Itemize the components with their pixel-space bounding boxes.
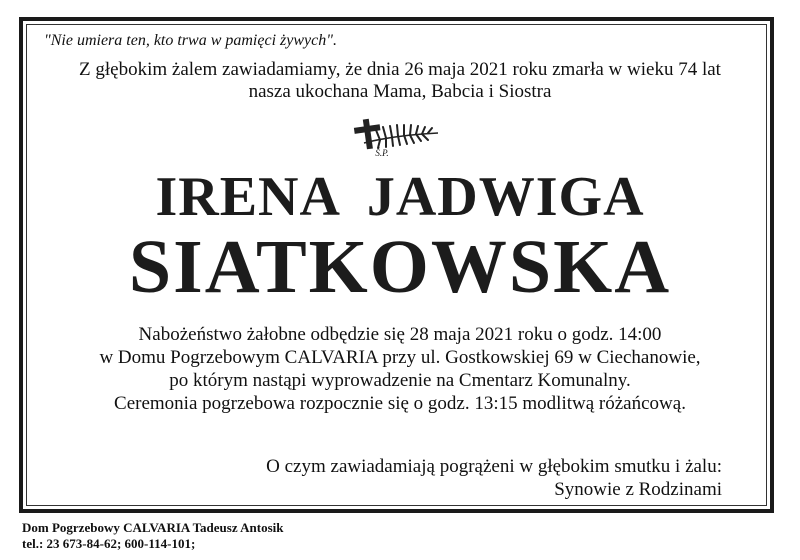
emblem-caption: Ś.P. xyxy=(375,148,389,158)
funeral-home-name: Dom Pogrzebowy CALVARIA Tadeusz Antosik xyxy=(22,520,284,535)
deceased-first-names: IRENA JADWIGA xyxy=(155,166,645,228)
announcement-line-2: nasza ukochana Mama, Babcia i Siostra xyxy=(248,81,552,102)
funeral-home-phones: tel.: 23 673-84-62; 600-114-101; xyxy=(22,536,196,551)
funeral-service-details xyxy=(50,323,750,415)
funeral-home-footer xyxy=(22,520,284,552)
service-line-3: po którym nastąpi wyprowadzenie na Cmentarz Komunalny. xyxy=(169,370,631,391)
death-announcement xyxy=(50,59,750,103)
service-line-2: w Domu Pogrzebowym CALVARIA przy ul. Gostkowskiej 69 w Ciechanowie, xyxy=(99,347,701,368)
closing-signature xyxy=(266,455,722,501)
deceased-surname: SIATKOWSKA xyxy=(128,225,672,309)
service-line-4: Ceremonia pogrzebowa rozpocznie się o godz. 13:15 modlitwą różańcową. xyxy=(114,393,686,414)
closing-line-1: O czym zawiadamiają pogrążeni w głębokim smutku i żalu: xyxy=(266,456,722,477)
service-line-1: Nabożeństwo żałobne odbędzie się 28 maja 2021 roku o godz. 14:00 xyxy=(138,324,662,345)
motto-quote: "Nie umiera ten, kto trwa w pamięci żywych". xyxy=(44,32,337,49)
announcement-line-1: Z głębokim żalem zawiadamiamy, że dnia 26 maja 2021 roku zmarła w wieku 74 lat xyxy=(79,59,721,80)
closing-line-2: Synowie z Rodzinami xyxy=(554,479,722,500)
